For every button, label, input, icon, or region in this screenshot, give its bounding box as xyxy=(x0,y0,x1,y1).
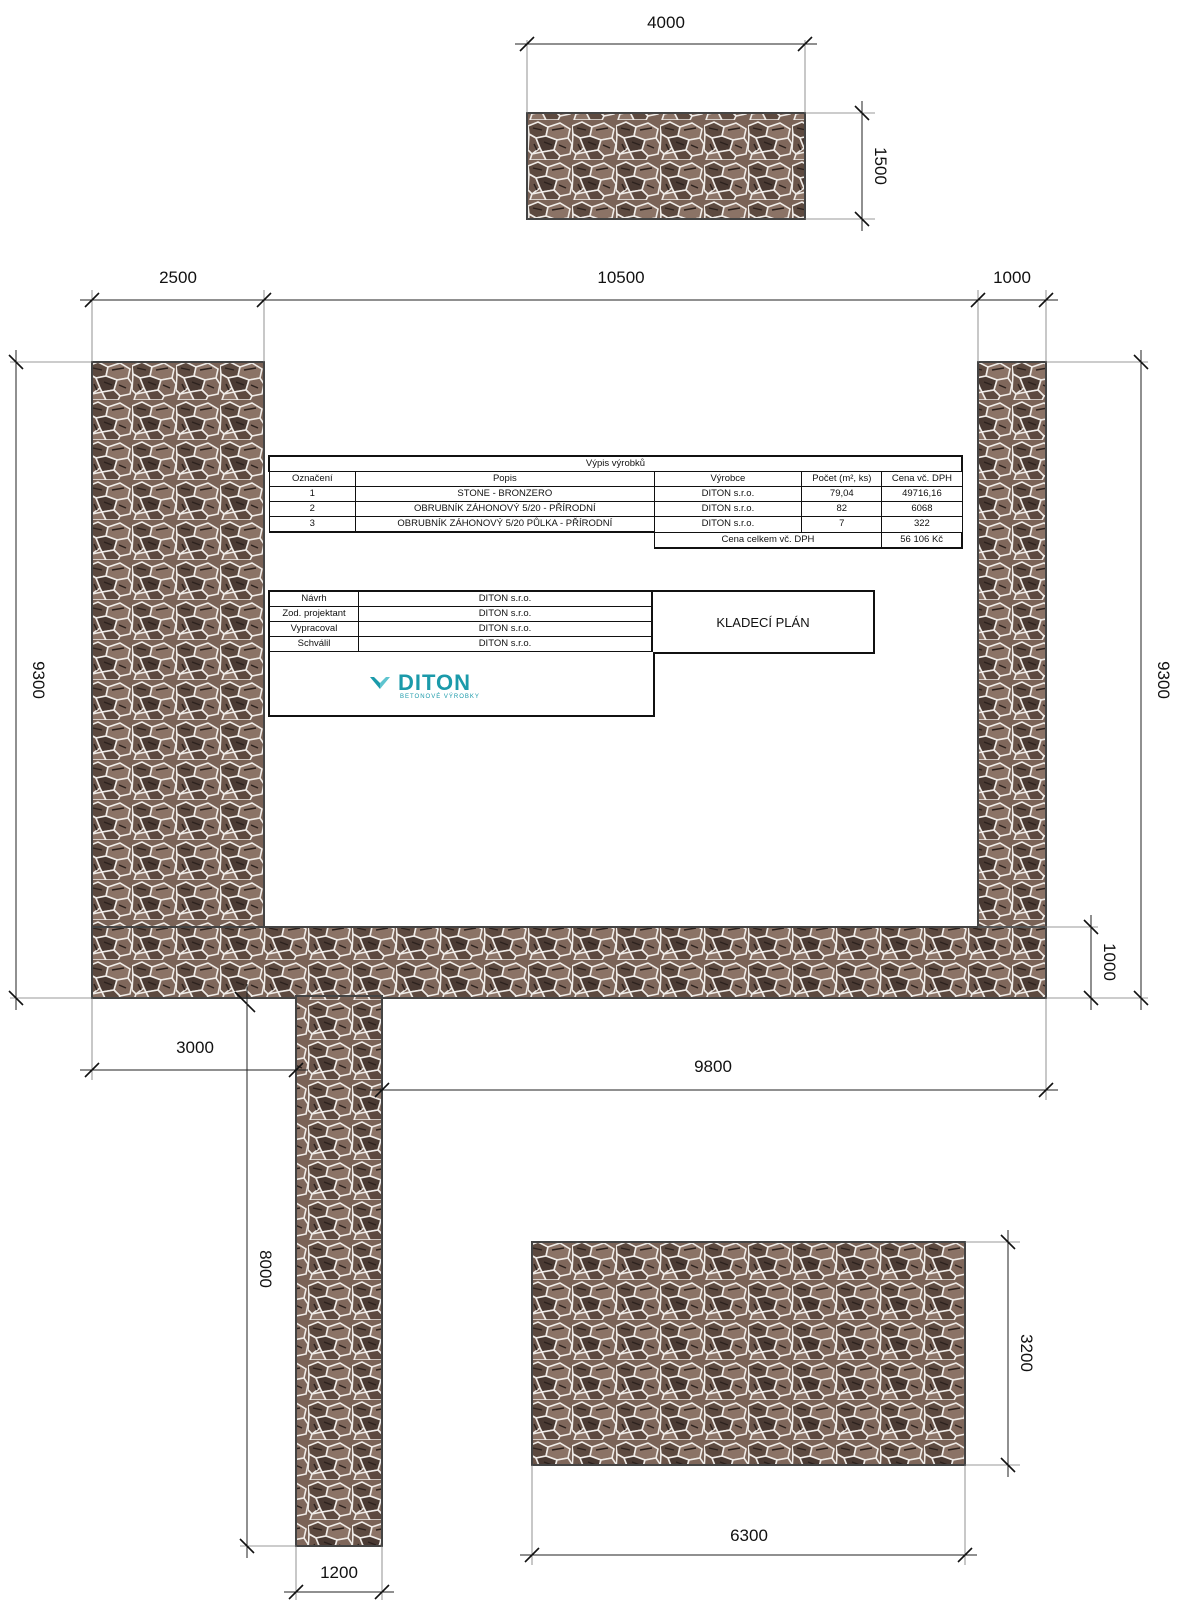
title-block-company: DITON s.r.o. xyxy=(359,622,653,637)
dimension-path-offset xyxy=(80,992,308,1080)
dimension-rect-height-label: 3200 xyxy=(1017,1334,1036,1372)
dimension-right-height-label: 9300 xyxy=(1154,661,1173,699)
title-block-row xyxy=(269,607,652,622)
dimension-rect-width-label: 6300 xyxy=(730,1526,768,1545)
table-row xyxy=(269,502,962,517)
title-block-row xyxy=(269,591,652,607)
dimension-top-height xyxy=(805,101,875,231)
cell: 6068 xyxy=(882,502,962,517)
table-row xyxy=(269,487,962,502)
dimension-right-strip-width-label: 1000 xyxy=(993,268,1031,287)
dimension-left-height-label: 9300 xyxy=(29,661,48,699)
diton-logo-mark-icon xyxy=(370,675,390,691)
dimension-path-offset-label: 3000 xyxy=(176,1038,214,1057)
cell: DITON s.r.o. xyxy=(654,517,802,533)
total-row xyxy=(269,532,962,548)
dimension-top-row xyxy=(80,290,1058,362)
cell: 2 xyxy=(269,502,356,517)
cell: DITON s.r.o. xyxy=(654,502,802,517)
header-designation: Označení xyxy=(269,472,356,487)
cell: STONE - BRONZERO xyxy=(356,487,654,502)
logo-box xyxy=(268,652,655,717)
paved-area-right-strip xyxy=(978,362,1046,998)
cell: 7 xyxy=(802,517,882,533)
table-row xyxy=(269,517,962,533)
drawing-title: KLADECÍ PLÁN xyxy=(716,614,810,630)
cell: OBRUBNÍK ZÁHONOVÝ 5/20 - PŘÍRODNÍ xyxy=(356,502,654,517)
title-block-row xyxy=(269,637,652,653)
logo-text: DITON xyxy=(398,670,472,695)
paved-area-path xyxy=(296,996,382,1546)
dimension-path-width-label: 1200 xyxy=(320,1563,358,1582)
dimension-rect-height xyxy=(965,1230,1020,1477)
cell: 3 xyxy=(269,517,356,533)
dimension-left-strip-width-label: 2500 xyxy=(159,268,197,287)
paved-area-bottom-strip xyxy=(92,927,1046,998)
product-table-title: Výpis výrobků xyxy=(269,456,962,472)
total-value: 56 106 Kč xyxy=(882,532,962,548)
title-block-role: Schválil xyxy=(269,637,359,653)
cell: 322 xyxy=(882,517,962,533)
header-description: Popis xyxy=(356,472,654,487)
drawing-title-box xyxy=(651,590,875,654)
dimension-right-run-label: 9800 xyxy=(694,1057,732,1076)
paved-area-top xyxy=(527,113,805,219)
cell: 82 xyxy=(802,502,882,517)
title-block-row xyxy=(269,622,652,637)
dimension-rect-width xyxy=(520,1465,977,1565)
cell: 1 xyxy=(269,487,356,502)
title-block-company: DITON s.r.o. xyxy=(359,637,653,653)
total-label: Cena celkem vč. DPH xyxy=(654,532,882,548)
product-table xyxy=(268,455,963,549)
dimension-top-width xyxy=(515,37,817,113)
cell: 49716,16 xyxy=(882,487,962,502)
dimension-left-height xyxy=(9,350,92,1010)
cell: DITON s.r.o. xyxy=(654,487,802,502)
title-block-company: DITON s.r.o. xyxy=(359,591,653,607)
dimension-top-width-label: 4000 xyxy=(647,13,685,32)
cell: OBRUBNÍK ZÁHONOVÝ 5/20 PŮLKA - PŘÍRODNÍ xyxy=(356,517,654,533)
title-block-table xyxy=(268,590,653,653)
dimension-path-length-label: 8000 xyxy=(256,1250,275,1288)
title-block-role: Zod. projektant xyxy=(269,607,359,622)
paved-area-left-strip xyxy=(92,362,264,998)
header-price: Cena vč. DPH xyxy=(882,472,962,487)
header-quantity: Počet (m², ks) xyxy=(802,472,882,487)
diton-logo xyxy=(370,670,471,696)
title-block-company: DITON s.r.o. xyxy=(359,607,653,622)
product-table-header xyxy=(269,472,962,487)
dimension-top-height-label: 1500 xyxy=(871,147,890,185)
dimension-bottom-strip-height-label: 1000 xyxy=(1100,943,1119,981)
dimension-inner-span-label: 10500 xyxy=(597,268,645,287)
title-block-role: Vypracoval xyxy=(269,622,359,637)
logo-subtitle: BETONOVÉ VÝROBKY xyxy=(400,694,480,700)
paved-area-rectangle xyxy=(532,1242,965,1465)
dimension-right-run xyxy=(370,998,1058,1100)
dimension-right-height xyxy=(1046,350,1148,1010)
header-manufacturer: Výrobce xyxy=(654,472,802,487)
cell: 79,04 xyxy=(802,487,882,502)
title-block-role: Návrh xyxy=(269,591,359,607)
